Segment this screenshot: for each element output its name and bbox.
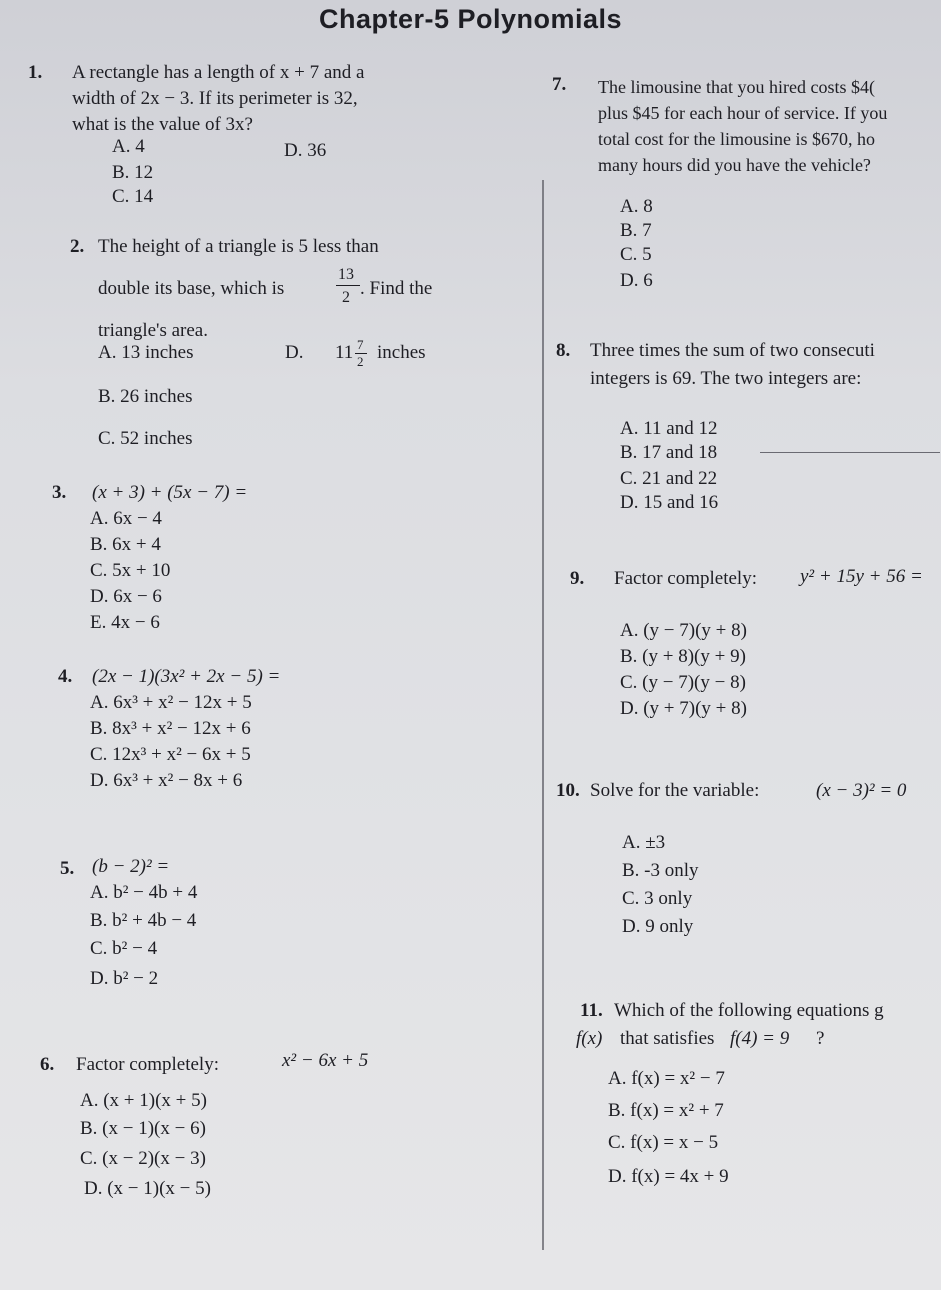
q6-choice-b: B. (x − 1)(x − 6): [80, 1118, 206, 1139]
q10-choice-b: B. -3 only: [622, 860, 699, 881]
q2-choice-a: A. 13 inches: [98, 342, 194, 363]
q1-line3: what is the value of 3x?: [72, 114, 253, 135]
q5-choice-b: B. b² + 4b − 4: [90, 910, 197, 931]
q8-number: 8.: [556, 340, 571, 361]
q11-line1: Which of the following equations g: [614, 1000, 884, 1021]
q2-choice-d-unit: inches: [377, 342, 426, 363]
q7-choice-b: B. 7: [620, 220, 652, 241]
q2-choice-d-num: 7: [357, 337, 364, 352]
q7-choice-a: A. 8: [620, 196, 653, 217]
q2-frac-num: 13: [338, 266, 354, 283]
q3-expression: (x + 3) + (5x − 7) =: [92, 482, 248, 503]
q11-choice-d: D. f(x) = 4x + 9: [608, 1166, 729, 1187]
q10-choice-c: C. 3 only: [622, 888, 693, 909]
q1-choice-b: B. 12: [112, 162, 154, 183]
q9-prompt: Factor completely:: [614, 568, 757, 589]
q2-choice-d-whole: 11: [335, 342, 354, 363]
q6-number: 6.: [40, 1054, 55, 1075]
q7-number: 7.: [552, 74, 567, 95]
q7-line1: The limousine that you hired costs $4(: [598, 77, 875, 97]
q10-expression: (x − 3)² = 0: [816, 780, 907, 801]
q5-expression: (b − 2)² =: [92, 856, 170, 877]
q6-choice-c: C. (x − 2)(x − 3): [80, 1148, 206, 1169]
q2-line1: The height of a triangle is 5 less than: [98, 236, 379, 257]
q2-frac-bar: [336, 285, 360, 286]
q4-choice-c: C. 12x³ + x² − 6x + 5: [90, 744, 251, 765]
q2-line2: double its base, which is: [98, 278, 285, 299]
q11-number: 11.: [580, 1000, 603, 1021]
q9-number: 9.: [570, 568, 585, 589]
page-title: Chapter-5 Polynomials: [318, 4, 623, 34]
column-divider: [542, 180, 544, 1250]
q3-choice-b: B. 6x + 4: [90, 534, 161, 555]
q5-choice-c: C. b² − 4: [90, 938, 158, 959]
q11-function-name: f(x): [576, 1028, 603, 1049]
q11-choice-b: B. f(x) = x² + 7: [608, 1100, 724, 1121]
answer-underline: [760, 452, 940, 453]
q3-choice-c: C. 5x + 10: [90, 560, 171, 581]
q5-choice-d: D. b² − 2: [90, 968, 159, 989]
q7-line4: many hours did you have the vehicle?: [598, 155, 871, 175]
q7-line3: total cost for the limousine is $670, ho: [598, 129, 875, 149]
q1-choice-a: A. 4: [112, 136, 145, 157]
q11-choice-c: C. f(x) = x − 5: [608, 1132, 719, 1153]
q4-choice-b: B. 8x³ + x² − 12x + 6: [90, 718, 251, 739]
q8-line1: Three times the sum of two consecuti: [590, 340, 875, 361]
q9-choice-a: A. (y − 7)(y + 8): [620, 620, 747, 641]
q3-choice-a: A. 6x − 4: [90, 508, 162, 529]
q6-choice-a: A. (x + 1)(x + 5): [80, 1090, 207, 1111]
q2-frac-den: 2: [342, 289, 350, 306]
q2-line2-end: . Find the: [360, 278, 433, 299]
q2-choice-b: B. 26 inches: [98, 386, 193, 407]
q4-choice-d: D. 6x³ + x² − 8x + 6: [90, 770, 243, 791]
q11-choice-a: A. f(x) = x² − 7: [608, 1068, 725, 1089]
q8-choice-d: D. 15 and 16: [620, 492, 719, 513]
q6-choice-d: D. (x − 1)(x − 5): [84, 1178, 211, 1199]
q8-choice-b: B. 17 and 18: [620, 442, 718, 463]
q8-line2: integers is 69. The two integers are:: [590, 368, 862, 389]
q11-line2: that satisfies: [620, 1028, 715, 1049]
q11-question-mark: ?: [816, 1028, 825, 1049]
q4-number: 4.: [58, 666, 73, 687]
q7-choice-d: D. 6: [620, 270, 653, 291]
q9-choice-d: D. (y + 7)(y + 8): [620, 698, 747, 719]
q3-choice-e: E. 4x − 6: [90, 612, 160, 633]
q3-choice-d: D. 6x − 6: [90, 586, 162, 607]
q8-choice-a: A. 11 and 12: [620, 418, 718, 439]
q2-choice-d-label: D.: [285, 342, 304, 363]
q1-line2: width of 2x − 3. If its perimeter is 32,: [72, 88, 358, 109]
q2-choice-c: C. 52 inches: [98, 428, 193, 449]
q9-choice-c: C. (y − 7)(y − 8): [620, 672, 746, 693]
q7-line2: plus $45 for each hour of service. If you: [598, 103, 888, 123]
q2-number: 2.: [70, 236, 85, 257]
q3-number: 3.: [52, 482, 67, 503]
q1-number: 1.: [28, 62, 43, 83]
q9-choice-b: B. (y + 8)(y + 9): [620, 646, 746, 667]
q8-choice-c: C. 21 and 22: [620, 468, 718, 489]
q2-choice-d-den: 2: [357, 354, 364, 369]
q11-condition: f(4) = 9: [730, 1028, 790, 1049]
q7-choice-c: C. 5: [620, 244, 652, 265]
q4-choice-a: A. 6x³ + x² − 12x + 5: [90, 692, 252, 713]
q10-number: 10.: [556, 780, 580, 801]
q6-prompt: Factor completely:: [76, 1054, 219, 1075]
q10-choice-d: D. 9 only: [622, 916, 694, 937]
q9-expression: y² + 15y + 56 =: [800, 566, 923, 587]
q1-choice-d: D. 36: [284, 140, 327, 161]
q1-line1: A rectangle has a length of x + 7 and a: [72, 62, 365, 83]
q10-choice-a: A. ±3: [622, 832, 666, 853]
q6-expression: x² − 6x + 5: [282, 1050, 369, 1071]
q2-line3: triangle's area.: [98, 320, 208, 341]
q5-number: 5.: [60, 858, 75, 879]
q1-choice-c: C. 14: [112, 186, 154, 207]
q4-expression: (2x − 1)(3x² + 2x − 5) =: [92, 666, 281, 687]
q5-choice-a: A. b² − 4b + 4: [90, 882, 198, 903]
q10-prompt: Solve for the variable:: [590, 780, 760, 801]
